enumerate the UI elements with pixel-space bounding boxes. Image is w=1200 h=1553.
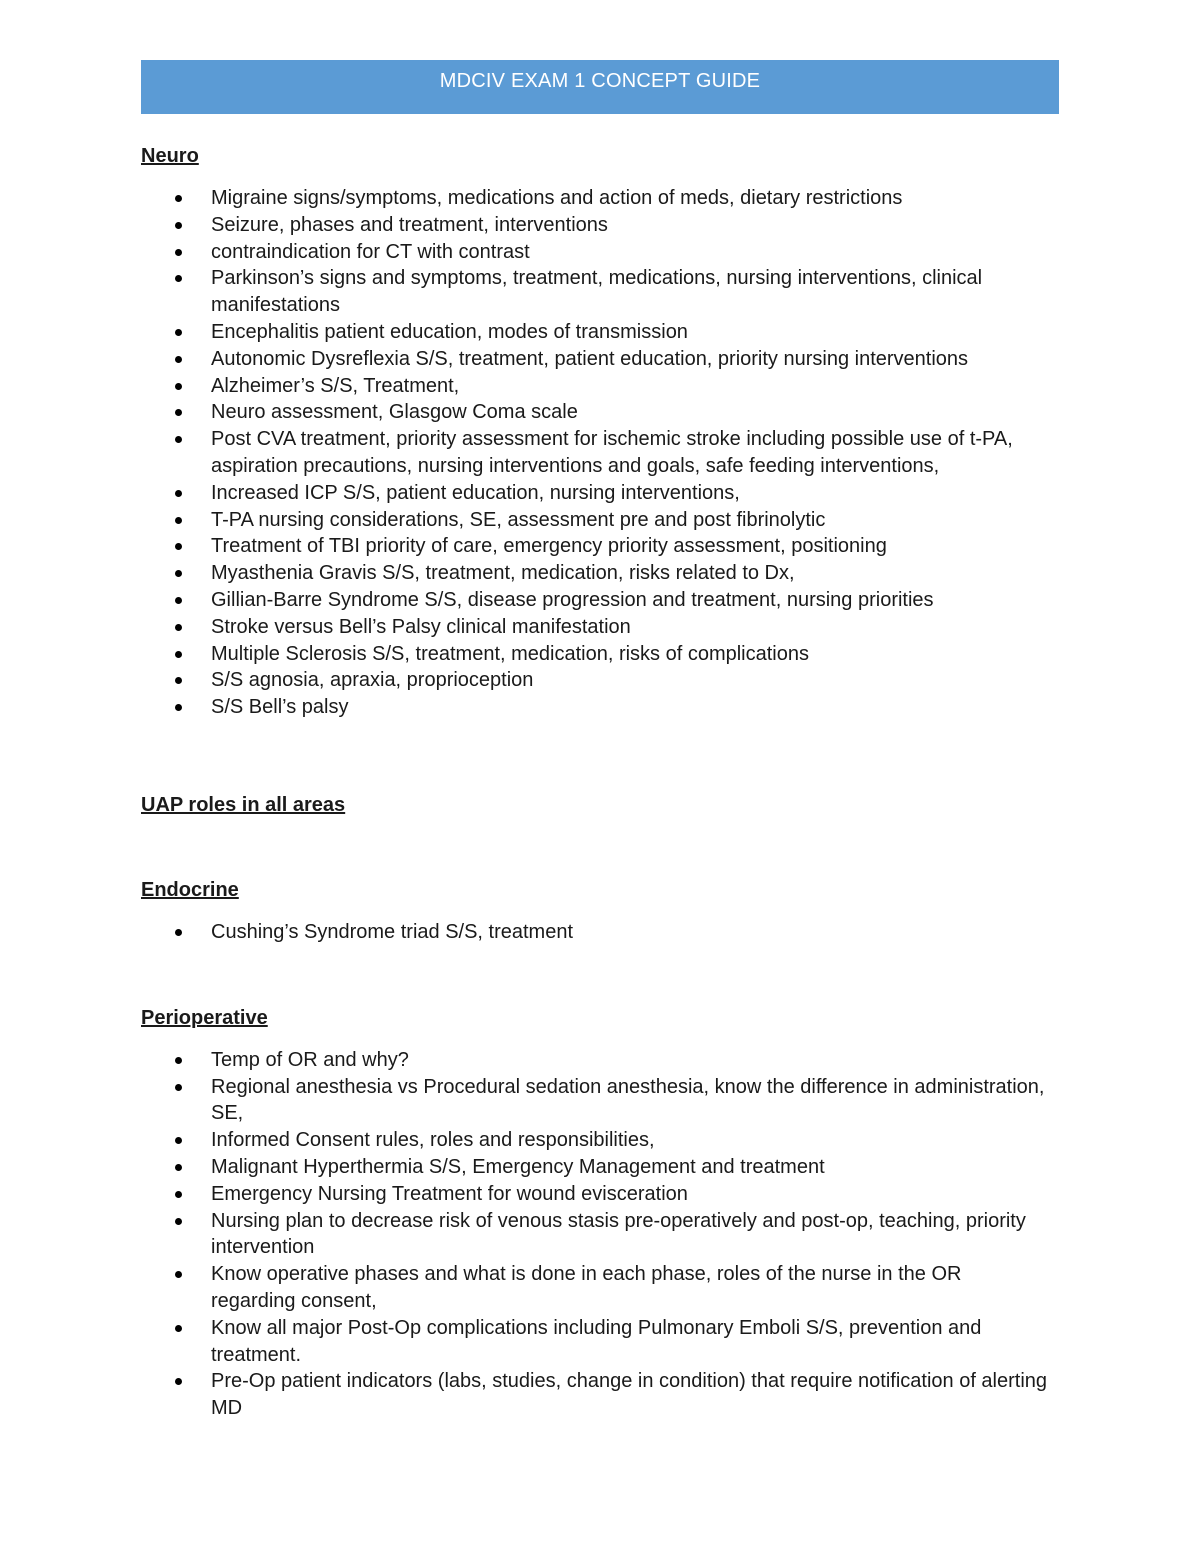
list-item-text: Nursing plan to decrease risk of venous stasis pre-operatively and post-op, teaching, priority intervention [211,1209,1026,1259]
list-item [141,1261,1059,1315]
list-item [141,533,1059,560]
list-item-text: Emergency Nursing Treatment for wound evisceration [211,1182,688,1205]
bullet-icon [175,249,182,256]
list-item [141,560,1059,587]
list-item [141,185,1059,212]
bullet-icon [175,329,182,336]
list-item [141,373,1059,400]
list-item-text: Know operative phases and what is done in each phase, roles of the nurse in the OR regarding consent, [211,1263,962,1312]
list-item-text: Post CVA treatment, priority assessment for ischemic stroke including possible use of t-PA, aspiration precautions, nursing interventions and goals, safe feeding interventions, [211,428,1013,477]
bullet-icon [175,1271,182,1278]
list-item-text: Multiple Sclerosis S/S, treatment, medication, risks of complications [211,642,809,665]
bullet-icon [175,222,182,229]
document-title: MDCIV EXAM 1 CONCEPT GUIDE [439,70,761,92]
list-item [141,1047,1059,1074]
perioperative-list [141,1047,1059,1422]
bullet-icon [175,624,182,631]
list-item [141,426,1059,480]
bullet-icon [175,704,182,711]
list-item-text: Increased ICP S/S, patient education, nursing interventions, [211,481,740,504]
bullet-icon [175,1057,182,1064]
bullet-icon [175,356,182,363]
bullet-icon [175,1164,182,1171]
section-heading-perioperative: Perioperative [141,1006,268,1029]
bullet-icon [175,1137,182,1144]
list-item [141,346,1059,373]
list-item-text: S/S agnosia, apraxia, proprioception [211,669,534,692]
list-item-text: Pre-Op patient indicators (labs, studies, change in condition) that require notification of alerting MD [211,1370,1048,1420]
list-item [141,1127,1059,1154]
title-bar [141,60,1059,114]
bullet-icon [175,677,182,684]
bullet-icon [175,275,182,282]
bullet-icon [175,543,182,550]
list-item-text: Encephalitis patient education, modes of transmission [211,320,688,343]
bullet-icon [175,570,182,577]
list-item [141,641,1059,668]
bullet-icon [175,929,182,936]
list-item-text: Neuro assessment, Glasgow Coma scale [211,401,578,424]
list-item-text: T-PA nursing considerations, SE, assessment pre and post fibrinolytic [211,508,826,531]
list-item-text: Myasthenia Gravis S/S, treatment, medication, risks related to Dx, [211,562,795,585]
list-item [141,212,1059,239]
list-item [141,1315,1059,1369]
bullet-icon [175,517,182,524]
list-item-text: Alzheimer’s S/S, Treatment, [211,374,460,397]
list-item [141,587,1059,614]
list-item [141,480,1059,507]
list-item-text: Temp of OR and why? [211,1048,409,1071]
bullet-icon [175,1325,182,1332]
endocrine-list [141,919,1059,946]
list-item-text: Autonomic Dysreflexia S/S, treatment, patient education, priority nursing interventions [211,347,969,370]
list-item-text: Informed Consent rules, roles and responsibilities, [211,1129,655,1152]
list-item [141,1154,1059,1181]
list-item [141,319,1059,346]
list-item [141,1074,1059,1128]
bullet-icon [175,383,182,390]
document-page [141,60,1059,1422]
bullet-icon [175,409,182,416]
neuro-list [141,185,1059,721]
list-item-text: contraindication for CT with contrast [211,240,530,263]
list-item-text: Regional anesthesia vs Procedural sedation anesthesia, know the difference in administration, SE, [211,1075,1045,1125]
list-item [141,239,1059,266]
bullet-icon [175,490,182,497]
section-heading-neuro: Neuro [141,145,199,167]
list-item-text: Cushing’s Syndrome triad S/S, treatment [211,920,574,943]
list-item-text: Gillian-Barre Syndrome S/S, disease progression and treatment, nursing priorities [211,588,934,611]
list-item-text: Treatment of TBI priority of care, emergency priority assessment, positioning [211,535,887,558]
list-item [141,399,1059,426]
list-item [141,919,1059,946]
bullet-icon [175,1084,182,1091]
list-item-text: Know all major Post-Op complications including Pulmonary Emboli S/S, prevention and treatment. [211,1316,982,1366]
bullet-icon [175,597,182,604]
section-heading-uap: UAP roles in all areas [141,793,346,816]
bullet-icon [175,436,182,443]
bullet-icon [175,1191,182,1198]
bullet-icon [175,1218,182,1225]
list-item [141,614,1059,641]
list-item [141,694,1059,721]
list-item [141,667,1059,694]
list-item-text: Parkinson’s signs and symptoms, treatment, medications, nursing interventions, clinical manifestations [211,267,983,317]
list-item-text: Migraine signs/symptoms, medications and action of meds, dietary restrictions [211,187,903,209]
list-item-text: Stroke versus Bell’s Palsy clinical manifestation [211,615,631,638]
list-item [141,1181,1059,1208]
bullet-icon [175,651,182,658]
list-item [141,507,1059,534]
list-item-text: S/S Bell’s palsy [211,696,349,719]
list-item [141,1368,1059,1422]
bullet-icon [175,195,182,202]
list-item-text: Malignant Hyperthermia S/S, Emergency Management and treatment [211,1155,825,1178]
list-item-text: Seizure, phases and treatment, interventions [211,213,608,236]
list-item [141,1208,1059,1262]
section-heading-endocrine: Endocrine [141,878,239,901]
bullet-icon [175,1378,182,1385]
list-item [141,265,1059,319]
